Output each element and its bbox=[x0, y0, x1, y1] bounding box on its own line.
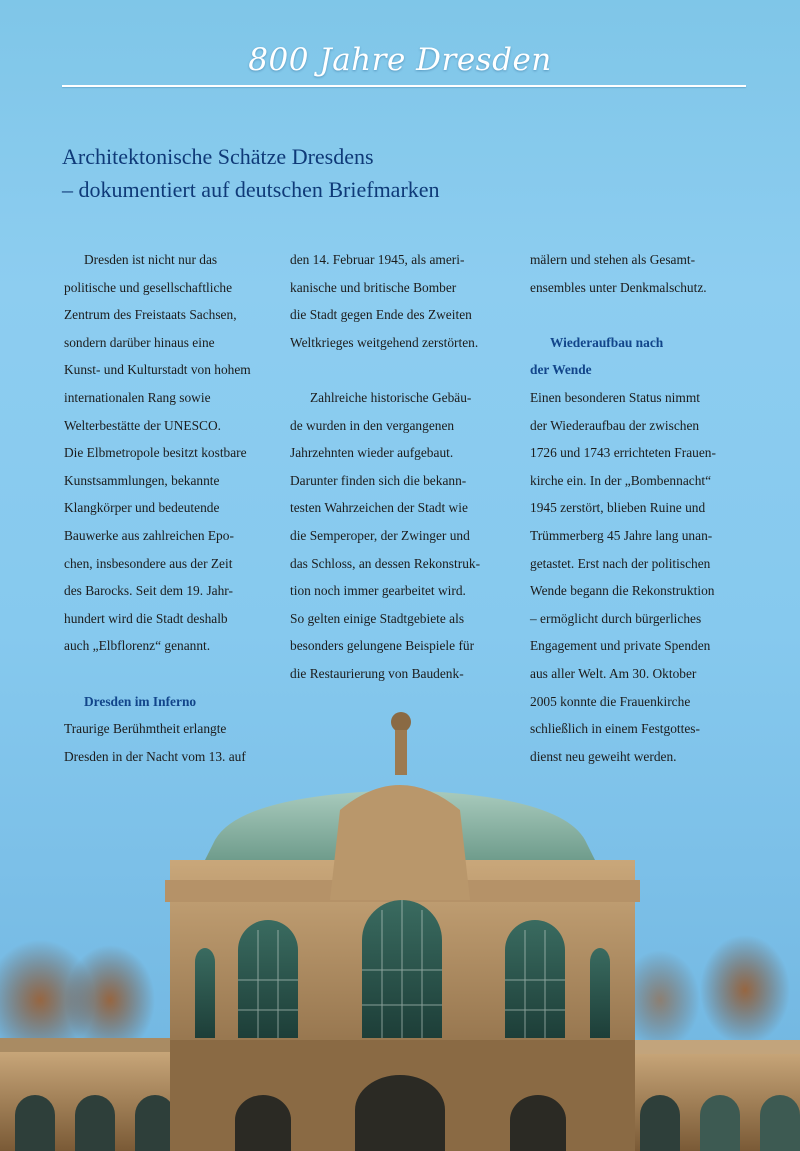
section-heading-inferno: Dresden im Inferno bbox=[84, 693, 197, 709]
text-line: aus aller Welt. Am 30. Oktober bbox=[530, 665, 697, 681]
text-line: 2005 konnte die Frauenkirche bbox=[530, 693, 691, 709]
crown-pedestal bbox=[395, 730, 407, 775]
text-line: tion noch immer gearbeitet wird. bbox=[290, 583, 466, 599]
text-column-2 bbox=[290, 246, 522, 688]
text-column-1 bbox=[64, 246, 296, 770]
text-line: das Schloss, an dessen Rekonstruk- bbox=[290, 555, 481, 571]
section-heading-line: Wiederaufbau nach bbox=[550, 334, 664, 350]
section-heading-wiederaufbau bbox=[530, 329, 770, 384]
lower-arch-center bbox=[355, 1075, 445, 1151]
text-line: 1726 und 1743 errichteten Frauen- bbox=[530, 445, 716, 461]
page-title-line-2: – dokumentiert auf deutschen Briefmarken bbox=[62, 177, 440, 202]
text-line: schließlich in einem Festgottes- bbox=[530, 721, 700, 737]
gallery-arch bbox=[135, 1095, 175, 1151]
header-rule bbox=[62, 85, 746, 87]
window-right bbox=[505, 920, 565, 1038]
text-line: die Stadt gegen Ende des Zweiten bbox=[290, 307, 472, 323]
text-line: hundert wird die Stadt deshalb bbox=[64, 610, 228, 626]
zwinger-pavilion-image bbox=[0, 700, 800, 1151]
text-line: die Restaurierung von Baudenk- bbox=[290, 665, 464, 681]
text-line: besonders gelungene Beispiele für bbox=[290, 638, 475, 654]
text-line: dienst neu geweiht werden. bbox=[530, 748, 677, 764]
section-heading-line: der Wende bbox=[530, 362, 592, 378]
text-line: Bauwerke aus zahlreichen Epo- bbox=[64, 527, 234, 543]
gallery-arch bbox=[640, 1095, 680, 1151]
gallery-arch bbox=[15, 1095, 55, 1151]
page-title-line-1: Architektonische Schätze Dresdens bbox=[62, 144, 374, 169]
text-line: politische und gesellschaftliche bbox=[64, 279, 233, 295]
window-left bbox=[238, 920, 298, 1038]
text-line: So gelten einige Stadtgebiete als bbox=[290, 610, 465, 626]
text-line: den 14. Februar 1945, als ameri- bbox=[290, 252, 465, 267]
text-line: sondern darüber hinaus eine bbox=[64, 334, 215, 350]
page-title bbox=[62, 140, 742, 206]
text-line: 1945 zerstört, blieben Ruine und bbox=[530, 500, 706, 516]
window-far-left bbox=[195, 948, 215, 1038]
text-line: Dresden ist nicht nur das bbox=[84, 252, 218, 267]
text-line: Darunter finden sich die bekann- bbox=[290, 472, 467, 488]
text-line: chen, insbesondere aus der Zeit bbox=[64, 555, 233, 571]
col2-paragraph-2 bbox=[290, 384, 522, 688]
text-line: Dresden in der Nacht vom 13. auf bbox=[64, 748, 246, 764]
text-line: auch „Elbflorenz“ genannt. bbox=[64, 638, 211, 654]
col1-paragraph bbox=[64, 246, 296, 660]
gallery-arch bbox=[75, 1095, 115, 1151]
text-line: Wende begann die Rekonstruktion bbox=[530, 583, 715, 599]
text-line: die Semperoper, der Zwinger und bbox=[290, 527, 470, 543]
text-line: Welterbestätte der UNESCO. bbox=[64, 417, 221, 433]
text-line: des Barocks. Seit dem 19. Jahr- bbox=[64, 583, 233, 599]
text-line: Trümmerberg 45 Jahre lang unan- bbox=[530, 527, 713, 543]
lower-arch-left bbox=[235, 1095, 291, 1151]
text-line: kanische und britische Bomber bbox=[290, 279, 457, 295]
balustrade-right bbox=[620, 1040, 800, 1054]
col3-paragraph-1 bbox=[530, 246, 770, 301]
text-line: ensembles unter Denkmalschutz. bbox=[530, 279, 707, 295]
window-far-right bbox=[590, 948, 610, 1038]
text-line: mälern und stehen als Gesamt- bbox=[530, 252, 696, 267]
gallery-arch bbox=[700, 1095, 740, 1151]
gallery-arch bbox=[760, 1095, 800, 1151]
text-line: de wurden in den vergangenen bbox=[290, 417, 455, 433]
text-line: Jahrzehnten wieder aufgebaut. bbox=[290, 445, 454, 461]
text-line: testen Wahrzeichen der Stadt wie bbox=[290, 500, 468, 516]
text-line: Zentrum des Freistaats Sachsen, bbox=[64, 307, 237, 323]
text-line: Traurige Berühmtheit erlangte bbox=[64, 721, 227, 737]
text-line: Kunstsammlungen, bekannte bbox=[64, 472, 220, 488]
text-line: der Wiederaufbau der zwischen bbox=[530, 417, 700, 433]
text-line: getastet. Erst nach der politischen bbox=[530, 555, 711, 571]
tree-right-2 bbox=[700, 935, 790, 1045]
crown-ornament bbox=[391, 712, 411, 732]
text-column-3 bbox=[530, 246, 770, 770]
text-line: Zahlreiche historische Gebäu- bbox=[310, 389, 472, 405]
col2-paragraph-1 bbox=[290, 246, 522, 356]
text-line: – ermöglicht durch bürgerliches bbox=[530, 610, 702, 626]
central-crest bbox=[330, 785, 470, 900]
header-title: 800 Jahre Dresden bbox=[248, 42, 552, 78]
text-line: Weltkrieges weitgehend zerstörten. bbox=[290, 334, 479, 350]
text-line: Einen besonderen Status nimmt bbox=[530, 389, 700, 405]
text-line: Die Elbmetropole besitzt kostbare bbox=[64, 445, 247, 461]
text-line: kirche ein. In der „Bombennacht“ bbox=[530, 472, 712, 488]
text-line: Engagement und private Spenden bbox=[530, 638, 711, 654]
text-line: Kunst- und Kulturstadt von hohem bbox=[64, 362, 251, 378]
text-line: internationalen Rang sowie bbox=[64, 389, 211, 405]
lower-arch-right bbox=[510, 1095, 566, 1151]
text-line: Klangkörper und bedeutende bbox=[64, 500, 220, 516]
